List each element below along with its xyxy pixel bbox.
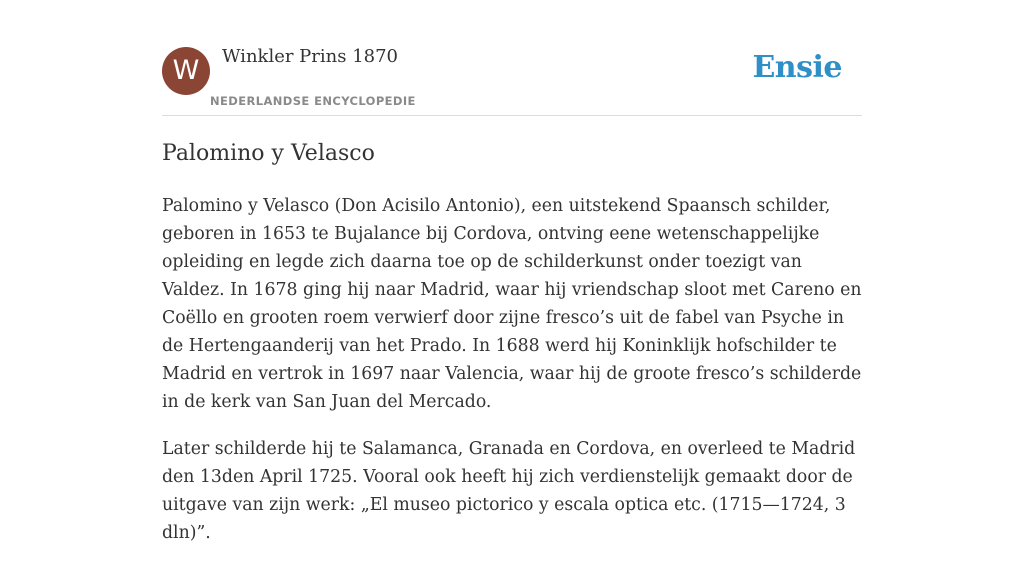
entry-paragraph: Later schilderde hij te Salamanca, Granada en Cordova, en overleed te Madrid den 13den April 1725. Vooral ook heeft hij zich verdienstelijk gemaakt door de uitgave van zijn werk: „El museo pictorico y escala optica etc. (1715—1724, 3 dln)”. [162,439,856,543]
source-avatar[interactable]: W [162,47,210,95]
source-header [162,0,862,116]
source-subtitle: NEDERLANDSE ENCYCLOPEDIE [210,94,416,108]
page-container [162,0,862,543]
entry-body [162,192,862,566]
source-title[interactable]: Winkler Prins 1870 [222,46,399,67]
ensie-logo[interactable]: Ensie [752,50,842,85]
entry-title: Palomino y Velasco [162,141,375,166]
entry-paragraph: Palomino y Velasco (Don Acisilo Antonio), een uitstekend Spaansch schilder, geboren in 1653 te Bujalance bij Cordova, ontving eene wetenschappelijke opleiding en legde zich daarna toe op de schilderkunst onder toezigt van Valdez. In 1678 ging hij naar Madrid, waar hij vriendschap sloot met Careno en Coëllo en grooten roem verwierf door zijne fresco’s uit de fabel van Psyche in de Hertengaanderij van het Prado. In 1688 werd hij Koninklijk hofschilder te Madrid en vertrok in 1697 naar Valencia, waar hij de groote fresco’s schilderde in de kerk van San Juan del Mercado. [162,196,862,412]
